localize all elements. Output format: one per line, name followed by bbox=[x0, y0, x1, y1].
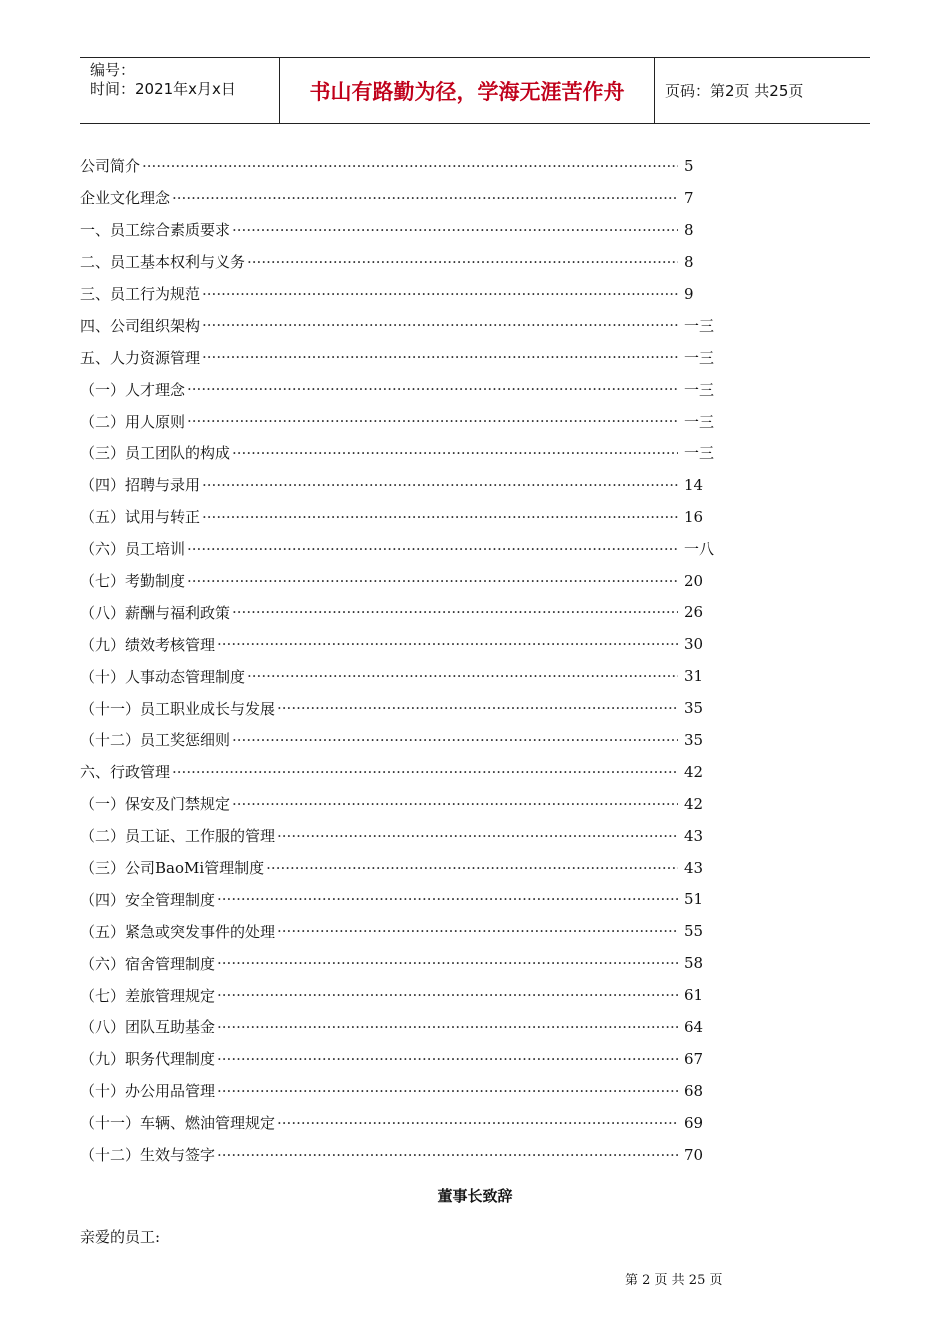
toc-entry-page: 一三 bbox=[684, 444, 715, 463]
toc-entry-page: 一三 bbox=[684, 380, 715, 399]
toc-entry[interactable] bbox=[80, 341, 720, 373]
toc-leader-dots bbox=[232, 444, 678, 462]
toc-entry[interactable] bbox=[80, 278, 720, 310]
toc-entry-label: （十二）生效与签字 bbox=[80, 1146, 216, 1165]
toc-entry-page: 35 bbox=[684, 699, 704, 718]
toc-entry-label: （二）员工证、工作服的管理 bbox=[80, 827, 276, 846]
toc-entry-label: （四）招聘与录用 bbox=[80, 476, 201, 495]
toc-entry-page: 一八 bbox=[684, 540, 715, 559]
toc-entry[interactable] bbox=[80, 469, 720, 501]
toc-entry-label: （八）薪酬与福利政策 bbox=[80, 603, 231, 622]
toc-leader-dots bbox=[217, 1018, 678, 1036]
toc-leader-dots bbox=[187, 540, 678, 558]
toc-leader-dots bbox=[172, 189, 678, 207]
toc-entry-page: 8 bbox=[684, 252, 694, 271]
toc-entry[interactable] bbox=[80, 437, 720, 469]
toc-entry[interactable] bbox=[80, 1075, 720, 1107]
toc-leader-dots bbox=[187, 572, 678, 590]
toc-entry-label: （十一）车辆、燃油管理规定 bbox=[80, 1114, 276, 1133]
toc-entry[interactable] bbox=[80, 852, 720, 884]
toc-entry-label: 二、员工基本权利与义务 bbox=[80, 253, 246, 272]
toc-entry[interactable] bbox=[80, 724, 720, 756]
toc-leader-dots bbox=[172, 763, 678, 781]
toc-leader-dots bbox=[277, 827, 678, 845]
toc-entry[interactable] bbox=[80, 596, 720, 628]
toc-entry[interactable] bbox=[80, 150, 720, 182]
toc-entry[interactable] bbox=[80, 309, 720, 341]
toc-entry-page: 43 bbox=[684, 826, 704, 845]
toc-entry[interactable] bbox=[80, 947, 720, 979]
toc-entry[interactable] bbox=[80, 565, 720, 597]
toc-entry-page: 8 bbox=[684, 220, 694, 239]
toc-entry[interactable] bbox=[80, 692, 720, 724]
toc-entry[interactable] bbox=[80, 1107, 720, 1139]
toc-leader-dots bbox=[247, 667, 678, 685]
toc-entry-label: （十）办公用品管理 bbox=[80, 1082, 216, 1101]
toc-leader-dots bbox=[277, 699, 678, 717]
toc-leader-dots bbox=[217, 1082, 678, 1100]
toc-entry[interactable] bbox=[80, 182, 720, 214]
toc-entry-page: 68 bbox=[684, 1081, 704, 1100]
toc-entry[interactable] bbox=[80, 979, 720, 1011]
toc-entry-label: （八）团队互助基金 bbox=[80, 1018, 216, 1037]
toc-entry-label: （二）用人原则 bbox=[80, 412, 186, 431]
toc-leader-dots bbox=[202, 348, 678, 366]
toc-entry-page: 55 bbox=[684, 922, 704, 941]
toc-entry-page: 64 bbox=[684, 1017, 704, 1036]
toc-entry-label: （七）差旅管理规定 bbox=[80, 986, 216, 1005]
toc-entry[interactable] bbox=[80, 820, 720, 852]
toc-entry[interactable] bbox=[80, 373, 720, 405]
toc-entry-label: （九）绩效考核管理 bbox=[80, 635, 216, 654]
toc-entry[interactable] bbox=[80, 1011, 720, 1043]
toc-leader-dots bbox=[142, 157, 678, 175]
greeting-text: 亲爱的员工: bbox=[80, 1228, 161, 1246]
toc-leader-dots bbox=[232, 795, 678, 813]
toc-entry[interactable] bbox=[80, 533, 720, 565]
document-time-label: 时间：2021年x月x日 bbox=[90, 80, 236, 98]
toc-leader-dots bbox=[217, 1050, 678, 1068]
toc-leader-dots bbox=[187, 380, 678, 398]
toc-leader-dots bbox=[202, 316, 678, 334]
header-meta-cell bbox=[80, 58, 280, 123]
toc-entry-page: 42 bbox=[684, 762, 704, 781]
toc-entry-page: 20 bbox=[684, 571, 704, 590]
toc-entry-page: 42 bbox=[684, 794, 704, 813]
toc-entry-page: 一三 bbox=[684, 412, 715, 431]
toc-entry-label: （五）试用与转正 bbox=[80, 508, 201, 527]
toc-entry-page: 35 bbox=[684, 730, 704, 749]
toc-leader-dots bbox=[217, 890, 678, 908]
document-number-label: 编号： bbox=[90, 61, 136, 79]
document-header bbox=[80, 57, 870, 124]
toc-entry[interactable] bbox=[80, 915, 720, 947]
toc-entry[interactable] bbox=[80, 501, 720, 533]
toc-entry[interactable] bbox=[80, 1043, 720, 1075]
toc-entry-label: 六、行政管理 bbox=[80, 763, 171, 782]
toc-leader-dots bbox=[202, 285, 678, 303]
header-page-info: 页码：第2页 共25页 bbox=[665, 82, 804, 100]
toc-entry-page: 一三 bbox=[684, 348, 715, 367]
toc-entry[interactable] bbox=[80, 660, 720, 692]
toc-entry[interactable] bbox=[80, 883, 720, 915]
toc-entry-page: 14 bbox=[684, 475, 704, 494]
toc-entry-label: （六）员工培训 bbox=[80, 540, 186, 559]
toc-entry-page: 26 bbox=[684, 603, 704, 622]
toc-entry-page: 51 bbox=[684, 890, 704, 909]
toc-entry-page: 31 bbox=[684, 667, 704, 686]
toc-entry-label: （五）紧急或突发事件的处理 bbox=[80, 922, 276, 941]
toc-entry-label: （十二）员工奖惩细则 bbox=[80, 731, 231, 750]
toc-entry-page: 一三 bbox=[684, 316, 715, 335]
toc-leader-dots bbox=[232, 731, 678, 749]
toc-entry-page: 30 bbox=[684, 635, 704, 654]
toc-entry-label: （十一）员工职业成长与发展 bbox=[80, 699, 276, 718]
toc-leader-dots bbox=[277, 1114, 678, 1132]
toc-entry-page: 16 bbox=[684, 507, 704, 526]
toc-leader-dots bbox=[277, 922, 678, 940]
toc-entry-label: 五、人力资源管理 bbox=[80, 348, 201, 367]
toc-leader-dots bbox=[232, 603, 678, 621]
toc-leader-dots bbox=[232, 221, 678, 239]
toc-leader-dots bbox=[202, 508, 678, 526]
toc-entry-page: 67 bbox=[684, 1049, 704, 1068]
section-title: 董事长致辞 bbox=[437, 1187, 513, 1205]
toc-entry-page: 58 bbox=[684, 954, 704, 973]
table-of-contents bbox=[80, 150, 720, 1171]
toc-entry-page: 43 bbox=[684, 858, 704, 877]
toc-entry-label: 四、公司组织架构 bbox=[80, 316, 201, 335]
toc-leader-dots bbox=[266, 859, 678, 877]
toc-entry-label: （九）职务代理制度 bbox=[80, 1050, 216, 1069]
toc-entry[interactable] bbox=[80, 405, 720, 437]
toc-entry[interactable] bbox=[80, 1139, 720, 1171]
toc-entry[interactable] bbox=[80, 756, 720, 788]
toc-entry-label: （六）宿舍管理制度 bbox=[80, 954, 216, 973]
toc-entry-page: 5 bbox=[684, 156, 694, 175]
header-motto: 书山有路勤为径，学海无涯苦作舟 bbox=[280, 58, 655, 123]
toc-entry[interactable] bbox=[80, 214, 720, 246]
toc-entry-page: 9 bbox=[684, 284, 694, 303]
toc-leader-dots bbox=[217, 1146, 678, 1164]
toc-entry[interactable] bbox=[80, 788, 720, 820]
toc-entry-label: （三）员工团队的构成 bbox=[80, 444, 231, 463]
toc-entry-label: （三）公司BaoMi管理制度 bbox=[80, 859, 265, 878]
toc-leader-dots bbox=[217, 954, 678, 972]
toc-entry-label: 企业文化理念 bbox=[80, 189, 171, 208]
toc-leader-dots bbox=[247, 253, 678, 271]
toc-entry-label: 公司简介 bbox=[80, 157, 141, 176]
toc-entry-label: 一、员工综合素质要求 bbox=[80, 221, 231, 240]
toc-leader-dots bbox=[187, 412, 678, 430]
toc-entry-page: 69 bbox=[684, 1113, 704, 1132]
toc-entry-label: （四）安全管理制度 bbox=[80, 890, 216, 909]
toc-leader-dots bbox=[202, 476, 678, 494]
toc-entry-label: 三、员工行为规范 bbox=[80, 285, 201, 303]
toc-leader-dots bbox=[217, 635, 678, 653]
toc-entry-page: 7 bbox=[684, 188, 694, 207]
toc-entry-label: （七）考勤制度 bbox=[80, 572, 186, 591]
toc-entry-page: 70 bbox=[684, 1145, 704, 1164]
toc-leader-dots bbox=[217, 986, 678, 1004]
toc-entry[interactable] bbox=[80, 628, 720, 660]
toc-entry-page: 61 bbox=[684, 986, 704, 1005]
toc-entry-label: （一）人才理念 bbox=[80, 380, 186, 399]
page-footer: 第 2 页 共 25 页 bbox=[625, 1273, 723, 1288]
toc-entry-label: （一）保安及门禁规定 bbox=[80, 795, 231, 814]
toc-entry[interactable] bbox=[80, 246, 720, 278]
toc-entry-label: （十）人事动态管理制度 bbox=[80, 667, 246, 686]
